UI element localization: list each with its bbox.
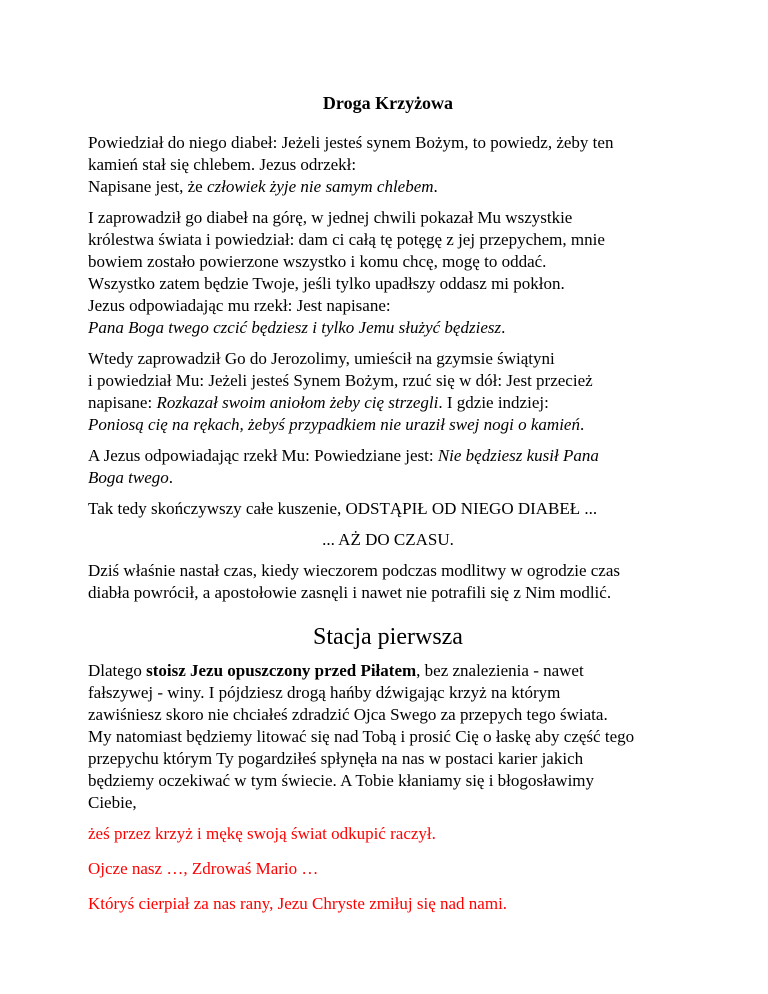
paragraph-8-line-2: fałszywej - winy. I pójdziesz drogą hańby dźwigając krzyż na którym [88, 683, 561, 702]
document-title: Droga Krzyżowa [322, 93, 454, 113]
paragraph-8-line-1: Dlatego stoisz Jezu opuszczony przed Piłatem, bez znalezienia - nawet [88, 661, 584, 680]
quote-italic: Boga twego [88, 468, 169, 487]
paragraph-1 [88, 132, 688, 198]
section-heading: Stacja pierwsza [313, 624, 463, 650]
paragraph-4-line-2: Boga twego. [88, 468, 173, 487]
paragraph-8-line-6: będziemy oczekiwać w tym świecie. A Tobie kłaniamy się i błogosławimy [88, 771, 595, 790]
paragraph-3-line-1: Wtedy zaprowadził Go do Jerozolimy, umieścił na gzymsie świątyni [88, 349, 555, 368]
paragraph-4 [88, 445, 688, 489]
paragraph-2-line-5: Jezus odpowiadając mu rzekł: Jest napisane: [88, 296, 391, 315]
paragraph-8-line-3: zawiśniesz skoro nie chciałeś zdradzić Ojca Swego za przepych tego świata. [88, 705, 608, 724]
paragraph-2-line-3: bowiem zostało powierzone wszystko i komu chcę, mogę to oddać. [88, 252, 547, 271]
paragraph-2 [88, 207, 688, 339]
paragraph-6 [88, 529, 688, 551]
paragraph-1-line-1: Powiedział do niego diabeł: Jeżeli jesteś synem Bożym, to powiedz, żeby ten [88, 133, 614, 152]
paragraph-3-line-2: i powiedział Mu: Jeżeli jesteś Synem Bożym, rzuć się w dół: Jest przecież [88, 371, 593, 390]
paragraph-7-line-1: Dziś właśnie nastał czas, kiedy wieczorem podczas modlitwy w ogrodzie czas [88, 561, 621, 580]
prayer-line-1: żeś przez krzyż i mękę swoją świat odkupić raczył. [88, 824, 436, 843]
quote-italic: Pana Boga twego czcić będziesz i tylko Jemu służyć będziesz [88, 318, 502, 337]
quote-italic: Rozkazał swoim aniołom żeby cię strzegli [156, 393, 439, 412]
document-page [88, 70, 688, 928]
paragraph-2-line-6: Pana Boga twego czcić będziesz i tylko Jemu służyć będziesz. [88, 318, 506, 337]
paragraph-1-line-3: Napisane jest, że człowiek żyje nie samym chlebem. [88, 177, 438, 196]
paragraph-2-line-4: Wszystko zatem będzie Twoje, jeśli tylko upadłszy oddasz mi pokłon. [88, 274, 565, 293]
prayer-line-2: Ojcze nasz …, Zdrowaś Mario … [88, 859, 319, 878]
paragraph-8-line-4: My natomiast będziemy litować się nad Tobą i prosić Cię o łaskę aby część tego [88, 727, 635, 746]
paragraph-1-line-2: kamień stał się chlebem. Jezus odrzekł: [88, 155, 357, 174]
paragraph-4-line-1: A Jezus odpowiadając rzekł Mu: Powiedziane jest: Nie będziesz kusił Pana [88, 446, 599, 465]
paragraph-5 [88, 498, 688, 520]
paragraph-2-line-2: królestwa świata i powiedział: dam ci całą tę potęgę z jej przepychem, mnie [88, 230, 605, 249]
quote-italic: Poniosą cię na rękach, żebyś przypadkiem nie uraził swej nogi o kamień [88, 415, 580, 434]
quote-italic: Nie będziesz kusił Pana [437, 446, 599, 465]
paragraph-3-line-4: Poniosą cię na rękach, żebyś przypadkiem nie uraził swej nogi o kamień. [88, 415, 585, 434]
paragraph-5-line-1: Tak tedy skończywszy całe kuszenie, ODSTĄPIŁ OD NIEGO DIABEŁ ... [88, 499, 598, 518]
paragraph-2-line-1: I zaprowadził go diabeł na górę, w jednej chwili pokazał Mu wszystkie [88, 208, 573, 227]
paragraph-8 [88, 660, 688, 814]
prayer-line-3: Któryś cierpiał za nas rany, Jezu Chryste zmiłuj się nad nami. [88, 894, 508, 913]
paragraph-3 [88, 348, 688, 436]
bold-phrase: stoisz Jezu opuszczony przed Piłatem [146, 661, 417, 680]
paragraph-8-line-5: przepychu którym Ty pogardziłeś spłynęła na nas w postaci karier jakich [88, 749, 584, 768]
paragraph-8-line-7: Ciebie, [88, 793, 137, 812]
quote-italic: człowiek żyje nie samym chlebem [206, 177, 434, 196]
paragraph-7 [88, 560, 688, 604]
paragraph-3-line-3: napisane: Rozkazał swoim aniołom żeby cię strzegli. I gdzie indziej: [88, 393, 549, 412]
paragraph-7-line-2: diabła powrócił, a apostołowie zasnęli i nawet nie potrafili się z Nim modlić. [88, 583, 612, 602]
paragraph-6-line-1: ... AŻ DO CZASU. [322, 530, 454, 549]
